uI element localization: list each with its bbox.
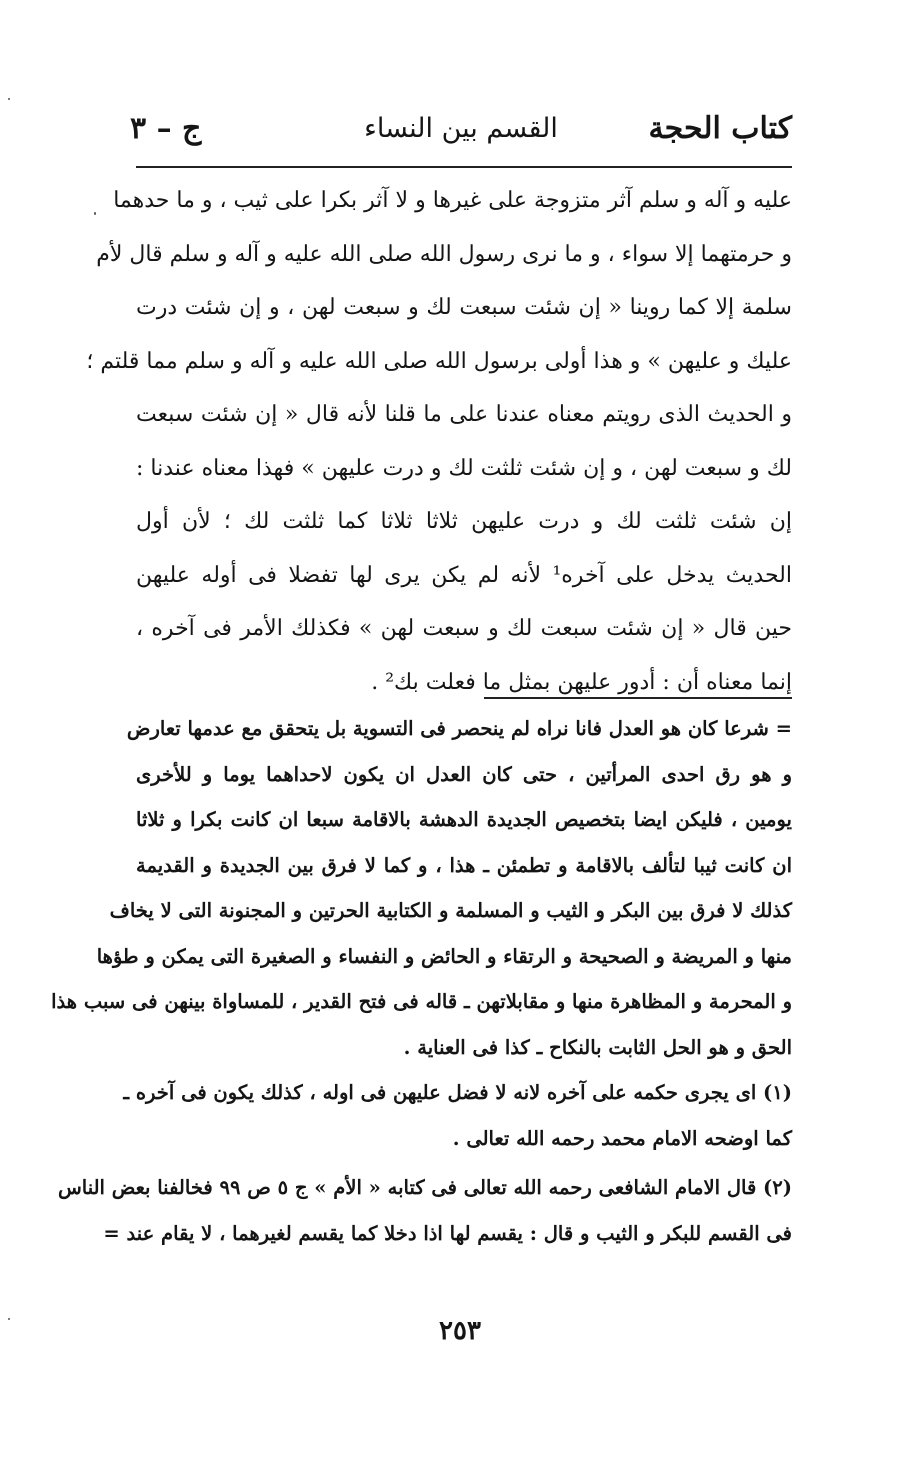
main-text-line: إن شئت ثلثت لك و درت عليهن ثلاثا ثلاثا كما ثلثت لك ؛ لأن أول: [136, 509, 792, 534]
page-number: ٢٥٣: [439, 1316, 481, 1346]
main-text-line: عليك و عليهن » و هذا أولى برسول الله صلى الله عليه و آله و سلم مما قلتم ؛: [86, 348, 792, 374]
header-divider: [136, 166, 792, 168]
footnotes: [51, 706, 792, 1256]
footnote-divider: [484, 697, 792, 699]
main-text-line: الحديث يدخل على آخره¹ لأنه لم يكن يرى لها تفضلا فى أوله عليهن: [136, 562, 792, 588]
footnote-continuation-line: و هو رق احدى المرأتين ، حتى كان العدل ان يكون لاحداهما يوما و للأخرى: [136, 762, 792, 786]
chapter-title: القسم بين النساء: [364, 113, 558, 144]
footnote-continuation-line: الحق و هو الحل الثابت بالنكاح ـ كذا فى العناية .: [403, 1035, 792, 1059]
main-text-line: لك و سبعت لهن ، و إن شئت ثلثت لك و درت عليهن » فهذا معناه عندنا :: [136, 455, 792, 481]
footnote-2-line: فى القسم للبكر و الثيب و قال : يقسم لها اذا دخلا كما يقسم لغيرهما ، لا يقام عند =: [103, 1221, 792, 1245]
main-text-line: عليه و آله و سلم آثر متزوجة على غيرها و لا آثر بكرا على ثيب ، و ما حدهما: [113, 188, 792, 213]
footnote-continuation-line: و المحرمة و المظاهرة منها و مقابلاتهن ـ قاله فى فتح القدير ، للمساواة بينهن فى سبب هذا: [51, 990, 792, 1013]
main-text-line: و حرمتهما إلا سواء ، و ما نرى رسول الله صلى الله عليه و آله و سلم قال لأم: [96, 241, 792, 267]
scan-speck: [8, 98, 10, 100]
scan-speck: [94, 212, 96, 215]
main-text-body: [86, 174, 792, 709]
main-text-line: سلمة إلا كما روينا « إن شئت سبعت لك و سبعت لهن ، و إن شئت درت: [136, 295, 792, 320]
running-header: [130, 105, 792, 159]
scan-speck: [8, 1318, 10, 1320]
volume-number: ج – ٣: [130, 111, 202, 146]
main-text-line: إنما معناه أن : أدور عليهن بمثل ما فعلت بك² .: [371, 669, 792, 695]
footnote-1-line: كما اوضحه الامام محمد رحمه الله تعالى .: [452, 1126, 792, 1150]
footnote-2-line: (٢) قال الامام الشافعى رحمه الله تعالى فى كتابه « الأم » ج ٥ ص ٩٩ فخالفنا بعض الناس: [57, 1176, 792, 1199]
footnote-continuation-line: منها و المريضة و الصحيحة و الرتقاء و الحائض و النفساء و الصغيرة التى يمكن و طؤها: [96, 944, 792, 968]
main-text-line: و الحديث الذى رويتم معناه عندنا على ما قلنا لأنه قال « إن شئت سبعت: [136, 402, 792, 427]
footnote-continuation-line: كذلك لا فرق بين البكر و الثيب و المسلمة و الكتابية الحرتين و المجنونة التى لا يخاف: [109, 899, 792, 922]
footnote-continuation-line: يومين ، فليكن ايضا بتخصيص الجديدة الدهشة بالاقامة سبعا ان كانت بكرا و ثلاثا: [136, 808, 792, 831]
footnote-continuation-line: = شرعا كان هو العدل فانا نراه لم ينحصر فى التسوية بل يتحقق مع عدمها تعارض: [126, 717, 792, 740]
footnote-1-line: (١) اى يجرى حكمه على آخره لانه لا فضل عليهن فى اوله ، كذلك يكون فى آخره ـ: [123, 1081, 792, 1104]
book-title: كتاب الحجة: [648, 111, 792, 146]
footnote-continuation-line: ان كانت ثيبا لتألف بالاقامة و تطمئن ـ هذا ، و كما لا فرق بين الجديدة و القديمة: [136, 853, 792, 877]
main-text-line: حين قال « إن شئت سبعت لك و سبعت لهن » فكذلك الأمر فى آخره ،: [136, 616, 792, 641]
